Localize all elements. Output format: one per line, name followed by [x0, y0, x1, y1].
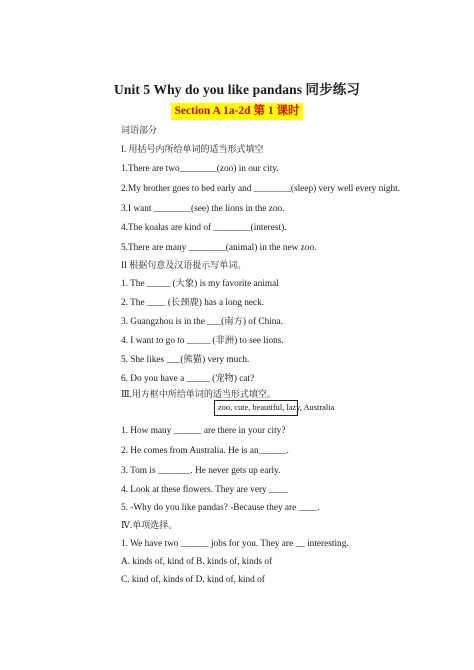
part3-item-5: 5. -Why do you like pandas? -Because they are ____. [121, 503, 320, 513]
part2-heading: II 根据句意及汉语提示写单词。 [121, 260, 247, 270]
vocab-heading: 词语部分 [121, 125, 158, 135]
part3-item-4: 4. Look at these flowers. They are very ____ [121, 485, 288, 495]
part3-item-1: 1. How many ______ are there in your city? [121, 426, 286, 436]
part1-item-2: 2.My brother goes to bed early and ________(sleep) very well every night. [121, 184, 401, 194]
part3-heading: Ⅲ.用方框中所给单词的适当形式填空。 [121, 389, 276, 399]
part1-item-1: 1.There are two________(zoo) in our city. [121, 164, 279, 174]
subtitle-wrap [0, 101, 474, 120]
page-title: Unit 5 Why do you like pandans 同步练习 [114, 82, 360, 97]
part3-item-2: 2. He comes from Australia. He is an______. [121, 446, 289, 456]
part2-item-5: 5. She likes ___(熊猫) very much. [121, 355, 250, 365]
part4-heading: Ⅳ.单项选择。 [121, 520, 178, 530]
part1-item-3: 3.I want ________(see) the lions in the zoo. [121, 204, 285, 214]
part4-options-ab: A. kinds of, kind of B. kinds of, kinds of [121, 557, 273, 567]
word-box [214, 400, 335, 416]
part2-item-4: 4. I want to go to _____ (非洲) to see lions. [121, 336, 284, 346]
part2-item-3: 3. Guangzhou is in the ___(南方) of China. [121, 317, 283, 327]
part4-question-1: 1. We have two ______ jobs for you. They are __ interesting. [121, 539, 349, 549]
part4-options-cd: C. kind of, kinds of D. kind of, kind of [121, 575, 265, 585]
part2-item-6: 6. Do you have a _____ (宠物) cat? [121, 374, 255, 384]
part2-item-1: 1. The _____ (大象) is my favorite animal [121, 279, 279, 289]
part1-item-5: 5.There are many ________(animal) in the new zoo. [121, 243, 317, 253]
part3-item-3: 3. Tom is _______. He never gets up early. [121, 466, 281, 476]
section-subtitle: Section A 1a-2d 第 1 课时 [171, 103, 304, 120]
word-box-text: zoo, cute, beautiful, lazy, Australia [218, 403, 335, 412]
part1-heading: I. 用括号内所给单词的适当形式填空 [121, 144, 264, 154]
part2-item-2: 2. The ____ (长颈鹿) has a long neck. [121, 298, 265, 308]
part1-item-4: 4.The koalas are kind of ________(interest). [121, 223, 287, 233]
